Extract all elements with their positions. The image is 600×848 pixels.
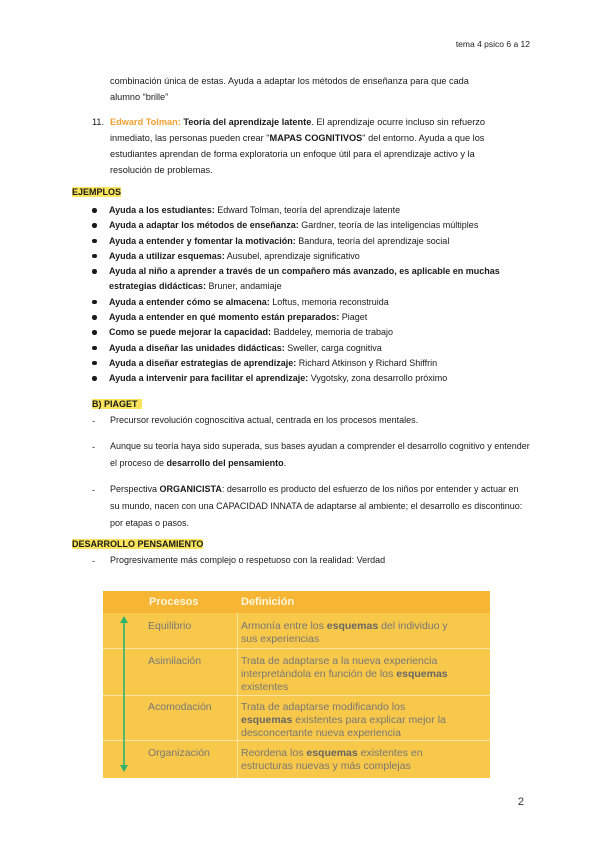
item-11-line-1 <box>110 115 485 131</box>
row-organizacion-def-2: estructuras nuevas y más complejas <box>241 760 411 772</box>
piaget-p3-c: : desarrollo es producto del esfuerzo de los niños por entender y actuar en su mundo, nacen con una CAPACIDAD INNATA de adaptarse al ambiente; el desarrollo es discontinuo: por etapas o pasos. <box>110 484 523 528</box>
example-item-rest: Sweller, carga cognitiva <box>284 342 382 353</box>
double-arrow-icon <box>120 616 128 772</box>
example-item-bold: Como se puede mejorar la capacidad: <box>109 327 272 338</box>
example-item-rest: Bandura, teoría del aprendizaje social <box>295 235 450 246</box>
eq-esquemas: esquemas <box>326 620 379 632</box>
example-item-rest: Baddeley, memoria de trabajo <box>271 327 393 338</box>
header-definicion: Definición <box>241 596 295 608</box>
header-note: tema 4 psico 6 a 12 <box>455 39 530 49</box>
table-header <box>103 591 490 613</box>
dash-2: - <box>92 442 95 452</box>
example-item <box>92 203 532 218</box>
tolman-name: Edward Tolman: <box>110 117 181 127</box>
example-item-bold: Ayuda a utilizar esquemas: <box>109 250 225 261</box>
row-organizacion-proc: Organización <box>148 747 210 759</box>
tolman-theory: Teoría del aprendizaje latente <box>183 117 312 127</box>
item-11-text-b: inmediato, las personas pueden crear " <box>110 133 270 143</box>
eq-d2: del individuo y <box>378 620 448 632</box>
ac-esquemas: esquemas <box>241 714 293 726</box>
piaget-p3-a: Perspectiva <box>110 484 160 494</box>
example-item <box>92 356 532 371</box>
piaget-heading <box>92 397 142 413</box>
example-item-bold: Ayuda al niño a aprender a través de un compañero más avanzado, es aplicable en muchas estrategias didácticas: <box>109 266 500 292</box>
example-item <box>92 295 532 310</box>
as-esquemas: esquemas <box>396 668 448 680</box>
example-item-bold: Ayuda a intervenir para facilitar el aprendizaje: <box>109 373 309 384</box>
example-item-rest: Bruner, andamiaje <box>206 281 282 292</box>
example-item <box>92 325 532 340</box>
example-item-rest: Ausubel, aprendizaje significativo <box>224 250 360 261</box>
row-divider-3 <box>103 740 490 741</box>
example-item <box>92 341 532 356</box>
row-asimilacion-def-2 <box>241 668 448 681</box>
row-asimilacion-proc: Asimilación <box>148 655 202 667</box>
piaget-heading-text: B) PIAGET <box>92 399 142 409</box>
item-11-text-c: " del entorno. Ayuda a que los <box>362 133 485 143</box>
row-asimilacion-def-3: existentes <box>241 681 289 693</box>
example-item-bold: Ayuda a adaptar los métodos de enseñanza: <box>109 220 299 231</box>
example-item-rest: Loftus, memoria reconstruida <box>269 296 389 307</box>
page-number: 2 <box>517 796 524 808</box>
organicista: ORGANICISTA <box>159 484 222 494</box>
dash-4: - <box>92 556 95 566</box>
mapas-cognitivos: MAPAS COGNITIVOS <box>269 133 363 143</box>
row-asimilacion-def-1: Trata de adaptarse a la nueva experiencia <box>241 655 438 667</box>
row-divider-2 <box>103 695 490 696</box>
example-item-rest: Richard Atkinson y Richard Shiffrin <box>296 357 438 368</box>
dash-1: - <box>92 416 95 426</box>
piaget-p1: Precursor revolución cognoscitiva actual, centrada en los procesos mentales. <box>110 415 419 425</box>
piaget-p3 <box>110 481 530 532</box>
row-acomodacion-def-2 <box>241 714 446 727</box>
example-item-rest: Vygotsky, zona desarrollo próximo <box>308 373 448 384</box>
eq-d1: Armonía entre los <box>241 620 327 632</box>
example-item <box>92 371 532 386</box>
examples-heading <box>72 185 121 201</box>
example-item <box>92 218 532 233</box>
row-acomodacion-def-1: Trata de adaptarse modificando los <box>241 701 406 713</box>
as-d2: interpretándola en función de los <box>241 668 397 680</box>
row-acomodacion-proc: Acomodación <box>148 701 212 713</box>
item-11-line-3: estudiantes aprendan de forma exploratoria un enfoque útil para el aprendizaje activo y la <box>110 149 475 159</box>
example-item-bold: Ayuda a diseñar las unidades didácticas: <box>109 342 285 353</box>
row-divider-1 <box>103 648 490 649</box>
item-11-line-2 <box>110 131 484 147</box>
example-item <box>92 264 532 295</box>
example-item-rest: Gardner, teoría de las inteligencias múltiples <box>298 220 479 231</box>
ac-d2: existentes para explicar mejor la <box>292 714 446 726</box>
example-item-bold: Ayuda a diseñar estrategias de aprendizaje: <box>109 357 297 368</box>
example-item <box>92 234 532 249</box>
processes-table <box>103 591 490 778</box>
or-d2: existentes en <box>357 747 423 759</box>
item-11-text-a: . El aprendizaje ocurre incluso sin refuerzo <box>311 117 485 127</box>
or-d1: Reordena los <box>241 747 307 759</box>
desarrollo-heading-text: DESARROLLO PENSAMIENTO <box>72 539 204 549</box>
row-equilibrio-proc: Equilibrio <box>148 620 192 632</box>
example-item-bold: Ayuda a entender cómo se almacena: <box>109 296 270 307</box>
row-acomodacion-def-3: desconcertante nueva experiencia <box>241 727 401 739</box>
row-organizacion-def-1 <box>241 747 423 760</box>
examples-heading-text: EJEMPLOS <box>72 187 122 197</box>
example-item <box>92 310 532 325</box>
header-procesos: Procesos <box>149 596 199 608</box>
row-equilibrio-def-1 <box>241 620 448 633</box>
dash-3: - <box>92 485 95 495</box>
example-item-bold: Ayuda a los estudiantes: <box>109 205 215 215</box>
item-11-line-4: resolución de problemas. <box>110 165 213 175</box>
row-equilibrio-def-2: sus experiencias <box>241 633 320 645</box>
intro-line-2: alumno “brille” <box>110 92 169 102</box>
piaget-p2-bold: desarrollo del pensamiento <box>166 458 284 468</box>
desarrollo-heading <box>72 537 203 553</box>
example-item <box>92 249 532 264</box>
piaget-p2-c: . <box>283 458 287 468</box>
example-item-rest: Piaget <box>339 312 368 323</box>
or-esquemas: esquemas <box>306 747 358 759</box>
example-item-bold: Ayuda a entender y fomentar la motivación: <box>109 235 296 246</box>
item-11-number: 11. <box>92 117 105 127</box>
examples-list <box>92 203 532 387</box>
piaget-p2 <box>110 438 530 472</box>
example-item-bold: Ayuda a entender en qué momento están preparados: <box>109 312 340 323</box>
intro-line-1: combinación única de estas. Ayuda a adaptar los métodos de enseñanza para que cada <box>110 76 469 86</box>
example-item-rest: Edward Tolman, teoría del aprendizaje latente <box>214 205 401 215</box>
desarrollo-p1: Progresivamente más complejo o respetuoso con la realidad: Verdad <box>110 555 386 565</box>
piaget-p2-a: Aunque su teoría haya sido superada, sus bases ayudan a comprender el desarrollo cognitivo y entender el proceso de <box>110 441 530 468</box>
